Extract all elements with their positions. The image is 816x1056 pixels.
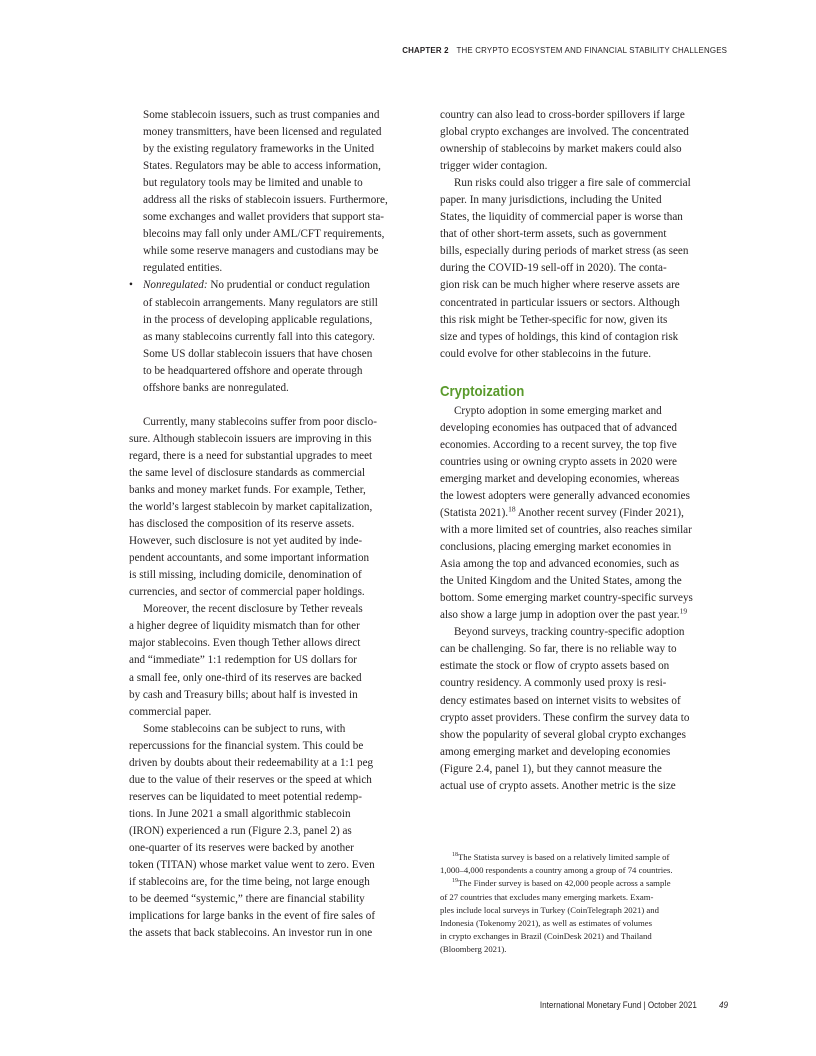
text-line: but regulatory tools may be limited and unable to [143, 177, 363, 190]
text-line: bottom. Some emerging market country-specific surveys [440, 592, 693, 605]
left-column [129, 107, 414, 942]
text-line: if stablecoins are, for the time being, not large enough [129, 876, 370, 889]
text-line: sure. Although stablecoin issuers are improving in this [129, 432, 372, 445]
text-line: among emerging market and developing economies [440, 745, 671, 758]
text-line: due to the value of their reserves or the speed at which [129, 773, 372, 786]
text-line: States. Regulators may be able to access information, [143, 160, 381, 173]
right-para-3 [440, 403, 726, 625]
text-fragment: (Statista 2021). [440, 506, 509, 519]
bullet-item-nonregulated [129, 277, 414, 396]
text-line: to be deemed “systemic,” there are financial stability [129, 893, 365, 906]
text-fragment: The Statista survey is based on a relatively limited sample of [458, 852, 670, 862]
text-line: Run risks could also trigger a fire sale of commercial [454, 177, 691, 190]
footnote-mark: 19 [452, 878, 458, 885]
text-line: pendent accountants, and some important information [129, 552, 370, 565]
text-line: ples include local surveys in Turkey (CoinTelegraph 2021) and [440, 904, 659, 915]
chapter-title: THE CRYPTO ECOSYSTEM AND FINANCIAL STABILITY CHALLENGES [456, 45, 727, 55]
text-line: some exchanges and wallet providers that support sta- [143, 211, 385, 224]
text-line [440, 607, 726, 624]
text-line: in crypto exchanges in Brazil (CoinDesk 2021) and Thailand [440, 931, 652, 942]
text-line: token (TITAN) whose market value went to zero. Even [129, 859, 375, 872]
text-line: of stablecoin arrangements. Many regulators are still [143, 296, 378, 309]
text-line: emerging market and developing economies, whereas [440, 472, 680, 485]
text-line: the United Kingdom and the United States, among the [440, 575, 682, 588]
text-line: gion risk can be much higher where reserve assets are [440, 279, 680, 292]
footnote-mark: 18 [452, 852, 458, 859]
footnote-ref-19[interactable]: 19 [679, 606, 688, 616]
section-heading: Cryptoization [440, 382, 525, 400]
page-number: 49 [718, 1000, 728, 1010]
left-para-2 [129, 414, 414, 602]
text-line: Moreover, the recent disclosure by Tether reveals [143, 603, 363, 616]
text-line: country can also lead to cross-border spillovers if large [440, 109, 685, 121]
text-line: actual use of crypto assets. Another metric is the size [440, 779, 676, 792]
text-line: 1,000–4,000 respondents a country among a group of 74 countries. [440, 865, 673, 876]
text-line: regard, there is a need for substantial upgrades to meet [129, 449, 373, 462]
text-line: (Figure 2.4, panel 1), but they cannot measure the [440, 762, 662, 775]
text-line: global crypto exchanges are involved. The concentrated [440, 126, 689, 139]
text-line: one-quarter of its reserves were backed by another [129, 841, 354, 854]
text-line: Some US dollar stablecoin issuers that have chosen [143, 347, 373, 360]
text-line: developing economies has outpaced that of advanced [440, 421, 677, 434]
chapter-label: CHAPTER 2 [402, 45, 449, 55]
footnote-18 [440, 851, 730, 864]
footnote-ref-18[interactable]: 18 [508, 504, 516, 514]
text-line: estimate the stock or flow of crypto assets based on [440, 660, 670, 673]
text-line: during the COVID-19 sell-off in 2020). The conta- [440, 262, 667, 275]
text-line: States, the liquidity of commercial paper is worse than [440, 211, 683, 224]
text-line: countries using or owning crypto assets in 2020 were [440, 455, 678, 468]
text-line: reserves can be liquidated to meet potential redemp- [129, 790, 362, 803]
text-line: by the existing regulatory frameworks in the United [143, 143, 375, 156]
right-column [440, 107, 726, 795]
text-line: Asia among the top and advanced economies, such as [440, 558, 680, 571]
text-line: by cash and Treasury bills; about half is invested in [129, 688, 358, 701]
text-line: could evolve for other stablecoins in the future. [440, 347, 651, 360]
left-para-3 [129, 601, 414, 720]
text-line [143, 277, 414, 294]
text-line: Some stablecoin issuers, such as trust companies and [143, 109, 380, 121]
text-line: Crypto adoption in some emerging market and [454, 404, 662, 417]
text-line [440, 505, 726, 522]
text-line: with a more limited set of countries, also reaches similar [440, 524, 692, 537]
right-para-1 [440, 107, 726, 175]
text-line: crypto asset providers. These confirm the survey data to [440, 711, 690, 724]
text-line: tions. In June 2021 a small algorithmic stablecoin [129, 807, 351, 820]
text-line: concentrated in particular issuers or sectors. Although [440, 296, 680, 309]
text-line: the world’s largest stablecoin by market capitalization, [129, 501, 373, 514]
text-line: conclusions, placing emerging market economies in [440, 541, 672, 554]
text-line: is still missing, including domicile, denomination of [129, 569, 362, 582]
text-line: bills, especially during periods of market stress (as seen [440, 245, 689, 258]
text-line: a small fee, only one-third of its reserves are backed [129, 671, 362, 684]
text-line: has disclosed the composition of its reserve assets. [129, 518, 355, 531]
right-para-2 [440, 175, 726, 363]
running-header [402, 45, 727, 55]
text-line: a higher degree of liquidity mismatch than for other [129, 620, 360, 633]
text-line: paper. In many jurisdictions, including the United [440, 194, 662, 207]
text-line: address all the risks of stablecoin issuers. Furthermore, [143, 194, 388, 207]
text-line: (Bloomberg 2021). [440, 944, 507, 955]
text-line: in the process of developing applicable regulations, [143, 313, 373, 326]
text-line: ownership of stablecoins by market makers could also [440, 143, 682, 156]
text-line: repercussions for the financial system. This could be [129, 739, 364, 752]
text-line: and “immediate” 1:1 redemption for US dollars for [129, 654, 358, 667]
bullet-icon: • [129, 279, 133, 292]
text-line: the same level of disclosure standards as commercial [129, 466, 366, 479]
footnotes [440, 851, 730, 957]
page-footer [540, 1000, 728, 1010]
text-fragment: The Finder survey is based on 42,000 people across a sample [458, 878, 671, 889]
text-line: size and types of holdings, this kind of contagion risk [440, 330, 679, 343]
text-line: show the popularity of several global crypto exchanges [440, 728, 686, 741]
right-para-4 [440, 624, 726, 794]
footnote-19 [440, 877, 730, 890]
text-line: money transmitters, have been licensed and regulated [143, 126, 382, 139]
text-line: can be challenging. So far, there is no reliable way to [440, 643, 677, 656]
text-line: of 27 countries that excludes many emerging markets. Exam- [440, 891, 654, 902]
text-line: commercial paper. [129, 705, 212, 718]
bullet-term: Nonregulated: [143, 279, 208, 292]
text-line: However, such disclosure is not yet audited by inde- [129, 535, 363, 548]
text-line: country residency. A commonly used proxy is resi- [440, 677, 667, 690]
text-line: dency estimates based on internet visits to websites of [440, 694, 681, 707]
text-line: while some reserve managers and custodians may be [143, 245, 379, 258]
text-line: to be headquartered offshore and operate through [143, 364, 363, 377]
text-line: economies. According to a recent survey, the top five [440, 438, 677, 451]
text-line: the assets that back stablecoins. An investor run in one [129, 927, 373, 940]
left-para-4 [129, 721, 414, 943]
text-line: Indonesia (Tokenomy 2021), as well as estimates of volumes [440, 918, 652, 929]
text-line: implications for large banks in the event of fire sales of [129, 910, 376, 923]
text-fragment: Another recent survey (Finder 2021), [515, 506, 684, 519]
left-para-1 [129, 107, 414, 277]
text-line: Currently, many stablecoins suffer from poor disclo- [143, 415, 377, 428]
text-line: banks and money market funds. For example, Tether, [129, 483, 366, 496]
bullet-first-rest: No prudential or conduct regulation [207, 279, 370, 292]
text-line: major stablecoins. Even though Tether allows direct [129, 637, 361, 650]
text-line: driven by doubts about their redeemability at a 1:1 peg [129, 756, 374, 769]
text-line: the lowest adopters were generally advanced economies [440, 489, 690, 502]
text-line: regulated entities. [143, 262, 223, 275]
text-line: that of other short-term assets, such as government [440, 228, 667, 241]
text-line: Beyond surveys, tracking country-specific adoption [454, 626, 685, 639]
text-line: offshore banks are nonregulated. [143, 381, 289, 394]
text-line: (IRON) experienced a run (Figure 2.3, panel 2) as [129, 824, 352, 837]
text-fragment: also show a large jump in adoption over the past year. [440, 609, 680, 622]
text-line: currencies, and sector of commercial paper holdings. [129, 586, 365, 599]
text-line: this risk might be Tether-specific for now, given its [440, 313, 668, 326]
text-line: Some stablecoins can be subject to runs, with [143, 722, 346, 735]
publication-label: International Monetary Fund | October 2021 [539, 1000, 697, 1010]
text-line: as many stablecoins currently fall into this category. [143, 330, 375, 343]
text-line: trigger wider contagion. [440, 160, 548, 173]
text-line: blecoins may fall only under AML/CFT requirements, [143, 228, 385, 241]
